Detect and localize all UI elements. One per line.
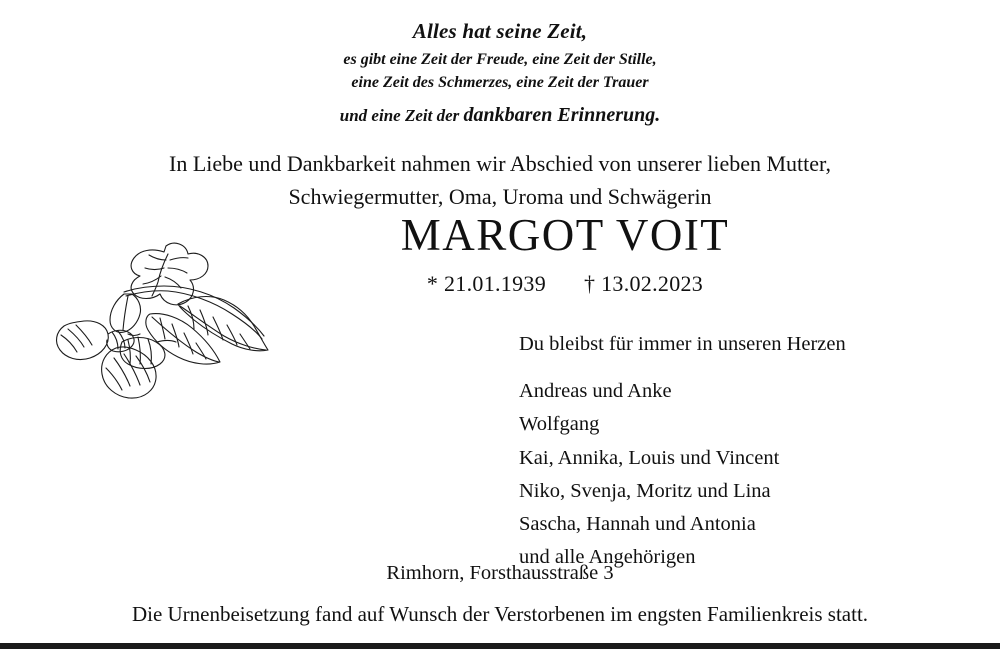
family-member: Andreas und Anke <box>519 380 672 403</box>
family-member: Sascha, Hannah und Antonia <box>519 513 756 536</box>
family-member: Wolfgang <box>519 413 600 436</box>
intro-line-2: Schwiegermutter, Oma, Uroma und Schwägerin <box>288 183 712 209</box>
verse-line-1: Alles hat seine Zeit, <box>412 19 588 43</box>
bottom-divider <box>0 643 1000 646</box>
oak-branch-acorns-icon <box>28 230 283 405</box>
family-member: Niko, Svenja, Moritz und Lina <box>519 479 771 502</box>
page-title: MARGOT VOIT <box>400 210 730 260</box>
intro-block <box>0 147 1000 213</box>
verse-block <box>0 0 1000 130</box>
dedication-line: Du bleibst für immer in unseren Herzen <box>519 333 846 355</box>
birth-date: * 21.01.1939 <box>426 271 546 297</box>
deceased-name-block <box>285 212 845 297</box>
family-member: Kai, Annika, Louis und Vincent <box>519 446 780 469</box>
family-block <box>519 328 846 574</box>
address-line: Rimhorn, Forsthausstraße 3 <box>386 562 614 584</box>
life-dates <box>285 271 845 297</box>
burial-notice: Die Urnenbeisetzung fand auf Wunsch der Verstorbenen im engsten Familienkreis statt. <box>131 602 869 626</box>
verse-line-4-prefix: und eine Zeit der <box>339 105 464 125</box>
verse-line-3: eine Zeit des Schmerzes, eine Zeit der Trauer <box>351 74 649 92</box>
family-member: und alle Angehörigen <box>519 546 696 569</box>
verse-line-4-emphasis: dankbaren Erinnerung. <box>463 103 661 126</box>
death-date: † 13.02.2023 <box>584 271 704 297</box>
verse-line-2: es gibt eine Zeit der Freude, eine Zeit der Stille, <box>343 51 657 69</box>
intro-line-1: In Liebe und Dankbarkeit nahmen wir Abschied von unserer lieben Mutter, <box>169 150 831 176</box>
verse-line-4 <box>0 100 1000 130</box>
